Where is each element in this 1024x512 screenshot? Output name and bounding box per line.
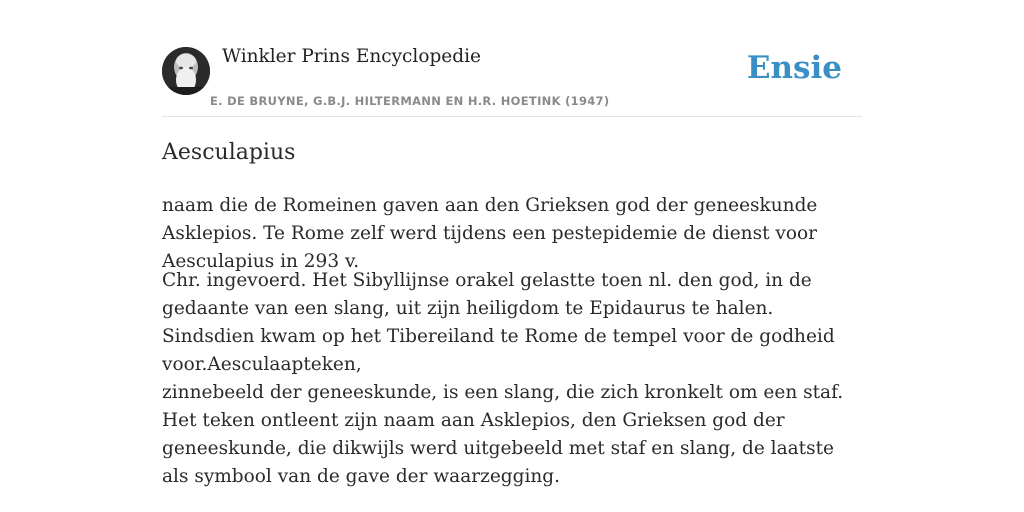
brand-logo[interactable]: Ensie bbox=[746, 50, 842, 86]
article-paragraph: Chr. ingevoerd. Het Sibyllijnse orakel gelastte toen nl. den god, in de gedaante van een slang, uit zijn heiligdom te Epidaurus te halen. Sindsdien kwam op het Tibereiland te Rome de tempel voor de godheid voor.Aesculaapteken, bbox=[162, 270, 835, 375]
source-header bbox=[162, 44, 862, 117]
article-title: Aesculapius bbox=[162, 140, 296, 165]
article-paragraph: naam die de Romeinen gaven aan den Grieksen god der geneeskunde Asklepios. Te Rome zelf werd tijdens een pestepidemie de dienst voor Aesculapius in 293 v. bbox=[162, 195, 818, 272]
article-paragraph: zinnebeeld der geneeskunde, is een slang, die zich kronkelt om een staf. Het teken ontleent zijn naam aan Asklepios, den Grieksen god der geneeskunde, die dikwijls werd uitgebeeld met staf en slang, de laatste als symbool van de gave der waarzegging. bbox=[162, 382, 844, 487]
portrait-avatar-icon[interactable] bbox=[162, 47, 210, 95]
source-title[interactable]: Winkler Prins Encyclopedie bbox=[222, 46, 481, 67]
source-authors: E. DE BRUYNE, G.B.J. HILTERMANN EN H.R. HOETINK (1947) bbox=[210, 94, 610, 108]
